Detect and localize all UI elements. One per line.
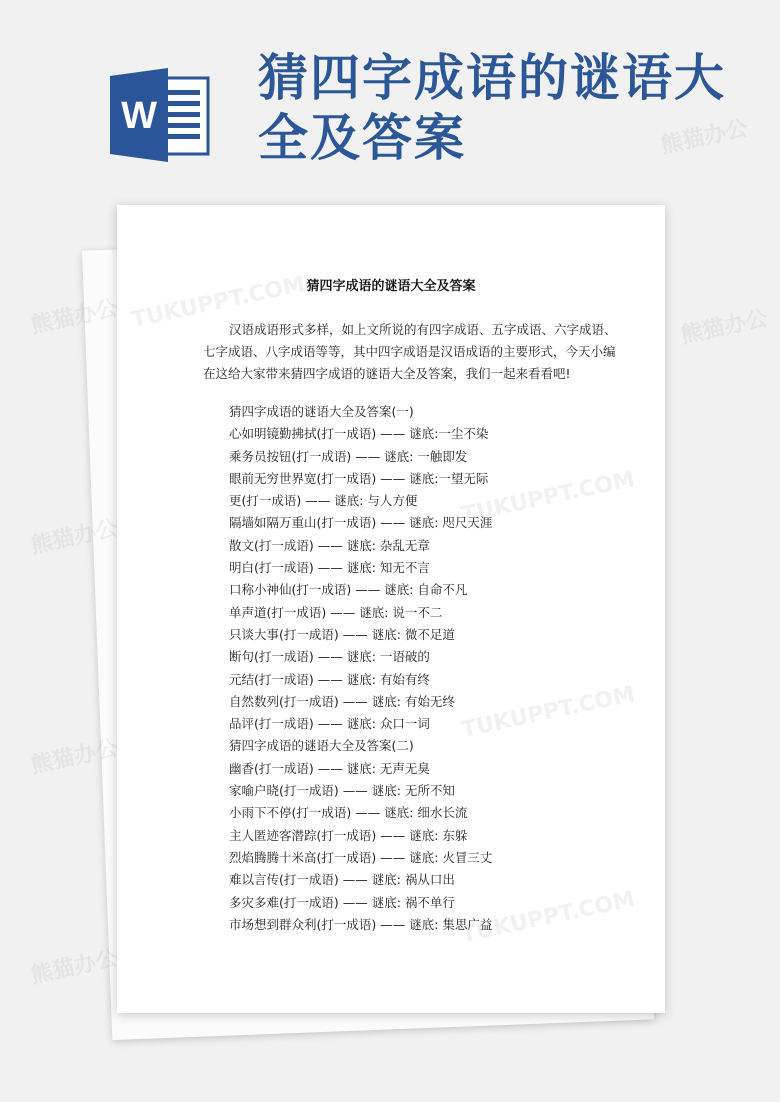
list-item: 幽香(打一成语) —— 谜底: 无声无臭 (229, 760, 430, 776)
watermark-text: 熊猫办公 (28, 296, 121, 339)
document-title: 猜四字成语的谜语大全及答案 (306, 279, 476, 294)
intro-paragraph: 汉语成语形式多样，如上文所说的有四字成语、五字成语、六字成语、七字成语、八字成语等等，其中四字成语是汉语成语的主要形式，今天小编在这给大家带来猜四字成语的谜语大全及答案，我们一起来看看吧! (203, 322, 617, 381)
watermark-text: 熊猫办公 (28, 946, 121, 989)
watermark-text: 熊猫办公 (658, 116, 751, 159)
list-item: 品评(打一成语) —— 谜底: 众口一词 (229, 716, 430, 732)
svg-text:W: W (121, 95, 157, 137)
watermark-text: 熊猫办公 (28, 736, 121, 779)
watermark-text: 熊猫办公 (678, 306, 771, 349)
banner-title: 猜四字成语的谜语大全及答案 (258, 49, 726, 167)
list-item: 口称小神仙(打一成语) —— 谜底: 自命不凡 (229, 582, 468, 598)
list-item: 单声道(打一成语) —— 谜底: 说一不二 (229, 604, 443, 620)
list-item: 家喻户晓(打一成语) —— 谜底: 无所不知 (229, 783, 455, 799)
list-item: 市场想到群众利(打一成语) —— 谜底: 集思广益 (229, 916, 493, 932)
list-item: 猜四字成语的谜语大全及答案(二) (229, 738, 414, 754)
list-item: 乘务员按钮(打一成语) —— 谜底: 一触即发 (229, 448, 468, 464)
list-item: 猜四字成语的谜语大全及答案(一) (229, 404, 414, 419)
list-item: 难以言传(打一成语) —— 谜底: 祸从口出 (229, 872, 455, 888)
riddle-list (229, 401, 629, 936)
document-page (117, 205, 665, 1013)
list-item: 多灾多难(打一成语) —— 谜底: 祸不单行 (229, 894, 455, 910)
watermark-text: 熊猫办公 (28, 516, 121, 559)
list-item: 小雨下不停(打一成语) —— 谜底: 细水长流 (229, 805, 468, 821)
list-item: 更(打一成语) —— 谜底: 与人方便 (229, 493, 418, 509)
list-item: 明白(打一成语) —— 谜底: 知无不言 (229, 560, 430, 576)
word-document-icon (110, 68, 210, 162)
list-item: 烈焰腾腾十米高(打一成语) —— 谜底: 火冒三丈 (229, 849, 493, 865)
list-item: 心如明镜勤拂拭(打一成语) —— 谜底:一尘不染 (229, 426, 489, 442)
list-item: 元结(打一成语) —— 谜底: 有始有终 (229, 671, 430, 687)
list-item: 眼前无穷世界宽(打一成语) —— 谜底:一望无际 (229, 470, 489, 486)
list-item: 散文(打一成语) —— 谜底: 杂乱无章 (229, 537, 430, 553)
list-item: 只谈大事(打一成语) —— 谜底: 微不足道 (229, 626, 455, 642)
list-item: 主人匿迹客潜踪(打一成语) —— 谜底: 东躲 (229, 827, 468, 843)
list-item: 隔墙如隔万重山(打一成语) —— 谜底: 咫尺天涯 (229, 515, 493, 531)
list-item: 自然数列(打一成语) —— 谜底: 有始无终 (229, 693, 455, 709)
list-item: 断句(打一成语) —— 谜底: 一语破的 (229, 649, 430, 665)
